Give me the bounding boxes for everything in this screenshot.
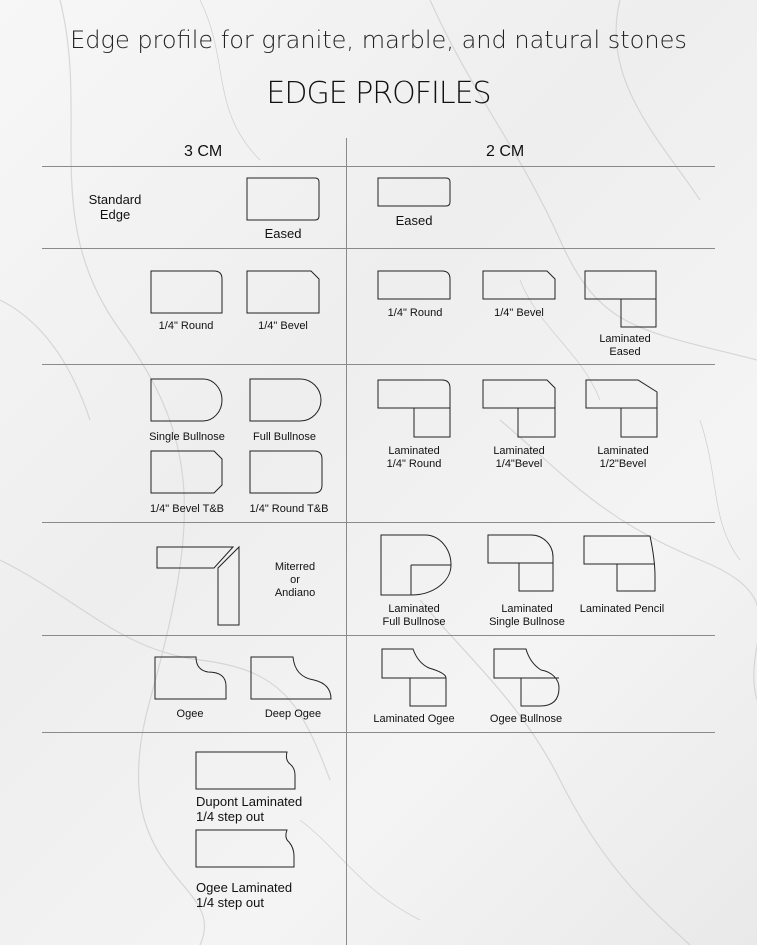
dupont-laminated-label: Dupont Laminated 1/4 step out — [196, 794, 303, 824]
miterred-label: Miterred or Andiano — [274, 561, 316, 599]
profile-laminated-half-bevel — [586, 380, 657, 437]
profile-eased-2cm — [378, 178, 450, 206]
quarter-round-2cm-label: 1/4" Round — [387, 307, 443, 319]
ogee-laminated-label: Ogee Laminated 1/4 step out — [196, 880, 293, 910]
ogee-label: Ogee — [176, 708, 204, 720]
deep-ogee-label: Deep Ogee — [264, 708, 322, 720]
quarter-round-3cm-label: 1/4" Round — [158, 320, 214, 332]
profile-round-tb — [250, 451, 322, 493]
profile-eased-3cm — [247, 178, 319, 220]
quarter-bevel-2cm-label: 1/4" Bevel — [494, 307, 544, 319]
profile-full-bullnose — [250, 379, 321, 421]
page-title: Edge profile for granite, marble, and natural stones — [70, 26, 687, 54]
laminated-quarter-round-label: Laminated 1/4" Round — [386, 445, 442, 470]
profile-quarter-bevel-2cm — [483, 271, 555, 299]
laminated-pencil-label: Laminated Pencil — [579, 603, 665, 615]
profile-quarter-round-3cm — [151, 271, 222, 313]
laminated-quarter-bevel-label: Laminated 1/4"Bevel — [493, 445, 545, 470]
bevel-tb-label: 1/4" Bevel T&B — [149, 503, 225, 515]
profile-laminated-ogee — [382, 649, 446, 706]
laminated-half-bevel-label: Laminated 1/2"Bevel — [597, 445, 649, 470]
profile-deep-ogee — [251, 657, 331, 699]
eased-2cm-label: Eased — [395, 213, 433, 228]
profile-ogee — [155, 657, 226, 699]
laminated-single-bullnose-label: Laminated Single Bullnose — [489, 603, 565, 628]
round-tb-label: 1/4" Round T&B — [249, 503, 329, 515]
profile-quarter-round-2cm — [378, 271, 450, 299]
profile-single-bullnose — [151, 379, 222, 421]
eased-3cm-label: Eased — [264, 226, 302, 241]
profile-miterred — [157, 547, 239, 625]
profile-ogee-laminated — [196, 830, 294, 867]
single-bullnose-label: Single Bullnose — [149, 431, 225, 443]
column-header-3cm: 3 CM — [184, 143, 223, 160]
standard-edge-label: Standard Edge — [88, 192, 142, 222]
profile-laminated-quarter-bevel — [483, 380, 555, 437]
profile-laminated-single-bullnose — [488, 535, 553, 591]
column-header-2cm: 2 CM — [486, 143, 525, 160]
profile-laminated-pencil — [584, 536, 655, 591]
profile-dupont-laminated — [196, 752, 295, 789]
laminated-ogee-label: Laminated Ogee — [373, 713, 455, 725]
quarter-bevel-3cm-label: 1/4" Bevel — [258, 320, 308, 332]
ogee-bullnose-label: Ogee Bullnose — [489, 713, 563, 725]
laminated-full-bullnose-label: Laminated Full Bullnose — [382, 603, 446, 628]
profile-laminated-quarter-round — [378, 380, 450, 437]
profile-laminated-full-bullnose — [381, 535, 451, 595]
full-bullnose-label: Full Bullnose — [253, 431, 316, 443]
laminated-eased-label: Laminated Eased — [599, 333, 651, 358]
profile-bevel-tb — [151, 451, 222, 493]
profile-quarter-bevel-3cm — [247, 271, 319, 313]
section-title: EDGE PROFILES — [266, 76, 491, 111]
profile-ogee-bullnose — [494, 649, 559, 706]
profile-laminated-eased — [585, 271, 656, 327]
